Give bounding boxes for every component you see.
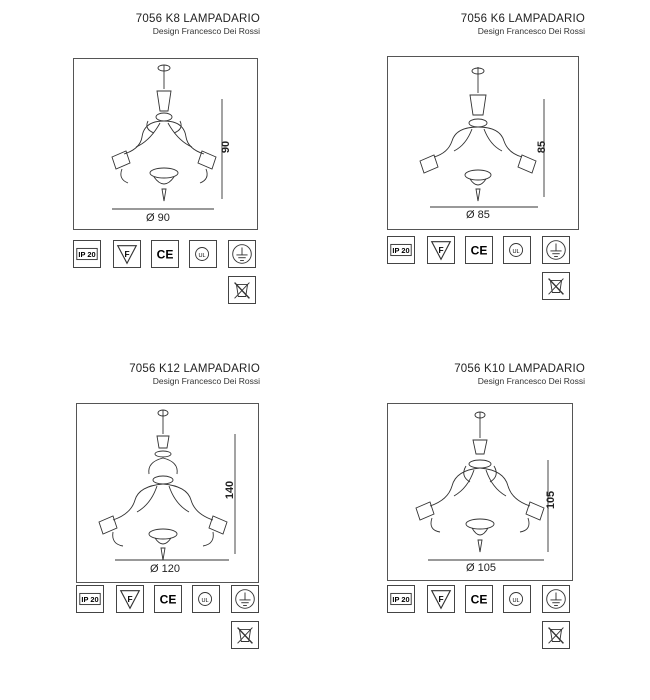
ce-mark-icon <box>154 585 182 613</box>
ground-icon <box>228 240 256 268</box>
svg-text:F: F <box>438 593 444 604</box>
ul-mark-icon <box>503 236 531 264</box>
product-drawing-frame <box>387 403 573 581</box>
ground-icon <box>231 585 259 613</box>
weee-bin-icon <box>542 621 570 649</box>
weee-bin-icon <box>542 272 570 300</box>
product-k6 <box>325 0 585 320</box>
product-k8 <box>0 0 260 320</box>
product-designer: Design Francesco Dei Rossi <box>152 376 260 386</box>
svg-text:CE: CE <box>159 592 177 607</box>
ip20-icon <box>76 585 104 613</box>
product-k12 <box>0 350 260 670</box>
svg-text:UL: UL <box>512 597 520 604</box>
weee-bin-icon <box>228 276 256 304</box>
ul-mark-icon <box>503 585 531 613</box>
ul-mark-icon <box>192 585 220 613</box>
f-mark-icon <box>427 585 455 613</box>
product-drawing-frame <box>387 56 579 230</box>
ground-icon <box>542 585 570 613</box>
height-dimension: 105 <box>545 490 558 510</box>
chandelier-drawing <box>388 57 578 229</box>
svg-text:F: F <box>127 593 133 604</box>
svg-text:IP 20: IP 20 <box>78 249 96 259</box>
svg-text:F: F <box>438 244 444 255</box>
height-dimension: 85 <box>536 140 549 154</box>
svg-text:UL: UL <box>201 597 209 604</box>
product-designer: Design Francesco Dei Rossi <box>152 26 260 36</box>
product-drawing-frame <box>76 403 259 583</box>
svg-text:CE: CE <box>156 247 174 262</box>
ground-icon <box>542 236 570 264</box>
ul-mark-icon <box>189 240 217 268</box>
height-dimension: 140 <box>224 480 237 500</box>
svg-text:IP 20: IP 20 <box>392 594 410 604</box>
diameter-dimension: Ø 85 <box>466 209 490 221</box>
product-drawing-frame <box>73 58 258 230</box>
diameter-dimension: Ø 120 <box>150 563 180 575</box>
ip20-icon <box>387 585 415 613</box>
diameter-dimension: Ø 105 <box>466 562 496 574</box>
product-title: 7056 K10 LAMPADARIO <box>454 363 585 375</box>
product-title: 7056 K8 LAMPADARIO <box>135 13 260 25</box>
product-title: 7056 K6 LAMPADARIO <box>460 13 585 25</box>
svg-text:IP 20: IP 20 <box>81 594 99 604</box>
ce-mark-icon <box>151 240 179 268</box>
svg-text:UL: UL <box>198 252 206 259</box>
diameter-dimension: Ø 90 <box>146 212 170 224</box>
f-mark-icon <box>427 236 455 264</box>
ip20-icon <box>73 240 101 268</box>
f-mark-icon <box>113 240 141 268</box>
weee-bin-icon <box>231 621 259 649</box>
ce-mark-icon <box>465 585 493 613</box>
ce-mark-icon <box>465 236 493 264</box>
svg-text:CE: CE <box>470 243 488 258</box>
ip20-icon <box>387 236 415 264</box>
f-mark-icon <box>116 585 144 613</box>
svg-text:CE: CE <box>470 592 488 607</box>
svg-text:IP 20: IP 20 <box>392 245 410 255</box>
product-title: 7056 K12 LAMPADARIO <box>129 363 260 375</box>
product-designer: Design Francesco Dei Rossi <box>477 376 585 386</box>
product-designer: Design Francesco Dei Rossi <box>477 26 585 36</box>
product-k10 <box>325 350 585 670</box>
svg-text:UL: UL <box>512 248 520 255</box>
svg-text:F: F <box>124 248 130 259</box>
height-dimension: 90 <box>220 140 233 154</box>
